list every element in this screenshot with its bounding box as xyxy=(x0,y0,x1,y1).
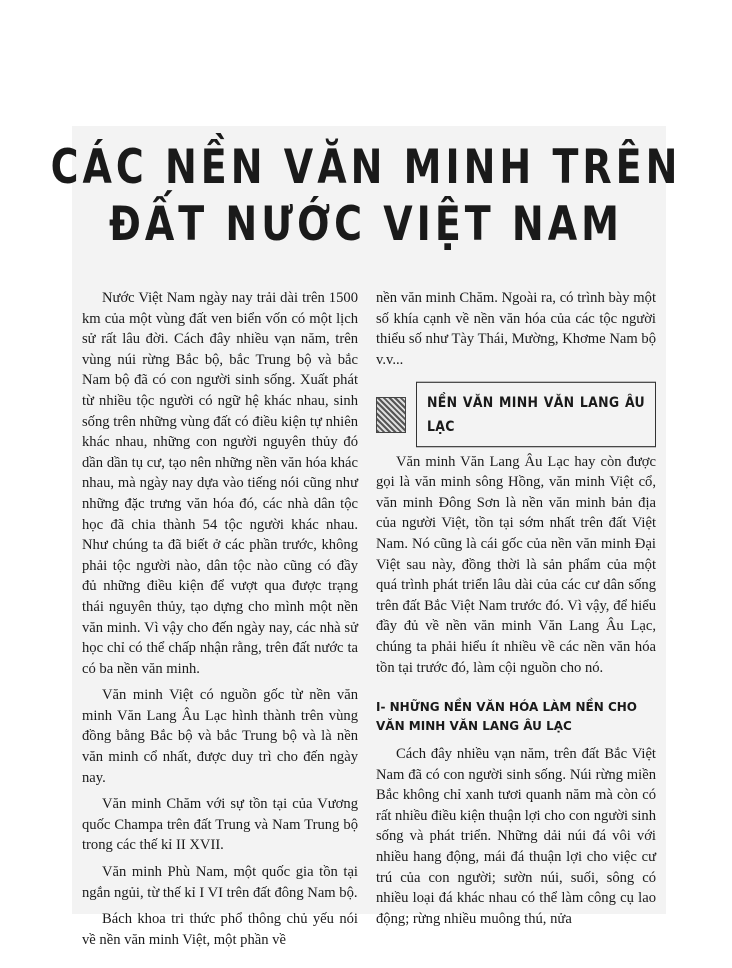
paragraph: Văn minh Phù Nam, một quốc gia tồn tại ngắn ngủi, từ thế kỉ I VI trên đất đông Nam bộ. xyxy=(82,864,358,901)
paragraph: Bách khoa tri thức phổ thông chủ yếu nói về nền văn minh Việt, một phần về xyxy=(82,911,358,948)
ornament-icon xyxy=(376,397,406,433)
paragraph: Văn minh Văn Lang Âu Lạc hay còn được gọi là văn minh sông Hồng, văn minh Việt cổ, văn minh Đông Sơn là nền văn minh bản địa của người Việt, tồn tại sớm nhất trên đất Việt Nam. Nó cũng là cái gốc của nền văn minh Đại Việt sau này, đồng thời là sản phẩm của một quá trình phát triển lâu dài của các cư dân sống trên đất Bắc Việt Nam trước đó. Vì vậy, để hiểu đầy đủ về nền văn minh Văn Lang Âu Lạc, chúng ta phải hiểu ít nhiều về các nền văn hóa tồn tại trước đó, làm cội nguồn cho nó. xyxy=(376,453,656,676)
chapter-title-line-1: CÁC NỀN VĂN MINH TRÊN xyxy=(50,139,682,194)
paragraph: Nước Việt Nam ngày nay trải dài trên 1500 km của một vùng đất ven biển vốn có một lịch sử rất lâu đời. Cách đây nhiều vạn năm, trên vùng núi rừng Bắc bộ, bắc Trung bộ và bắc Nam bộ đã có con người sinh sống. Xuất phát từ nhiều tộc người có ngữ hệ khác nhau, sinh sống trên những vùng đất có điều kiện tự nhiên khác nhau, những con người nguyên thủy đó dần dần tụ cư, tạo nên những nền văn hóa khác nhau, mà ngày nay dựa vào tiếng nói cũng như những đặc trưng văn hóa đó, các nhà dân tộc học đã chia thành 54 tộc người khác nhau. Như chúng ta đã biết ở các phần trước, không phải tộc người nào, dân tộc nào cũng có đầy đủ những điều kiện để vượt qua được trạng thái nguyên thủy, tạo dựng cho mình một nền văn minh. Vì vậy cho đến ngày nay, các nhà sử học chỉ có thể chấp nhận rằng, trên đất nước ta có ba nền văn minh. xyxy=(82,290,358,677)
chapter-title-line-2: ĐẤT NƯỚC VIỆT NAM xyxy=(109,196,623,251)
left-column xyxy=(82,288,358,956)
paragraph-continuation: nền văn minh Chăm. Ngoài ra, có trình bày một số khía cạnh về nền văn hóa của các tộc người thiểu số như Tày Thái, Mường, Khơme Nam bộ v.v... xyxy=(376,290,656,368)
section-title: NỀN VĂN MINH VĂN LANG ÂU LẠC xyxy=(416,382,656,448)
subsection-title: I- NHỮNG NỀN VĂN HÓA LÀM NỀN CHO VĂN MINH VĂN LANG ÂU LẠC xyxy=(376,700,638,734)
paragraph: Văn minh Chăm với sự tồn tại của Vương quốc Champa trên đất Trung và Nam Trung bộ trong các thế kỉ II XVII. xyxy=(82,796,358,854)
section-header xyxy=(376,386,656,443)
right-column xyxy=(376,288,656,935)
paragraph: Văn minh Việt có nguồn gốc từ nền văn minh Văn Lang Âu Lạc hình thành trên vùng đồng bằng Bắc bộ và bắc Trung bộ và là nền văn minh cổ nhất, được duy trì cho đến ngày nay. xyxy=(82,687,358,786)
paragraph: Cách đây nhiều vạn năm, trên đất Bắc Việt Nam đã có con người sinh sống. Núi rừng miền Bắc không chỉ xanh tươi quanh năm mà còn có rất nhiều điều kiện thuận lợi cho con người sinh sống và phát triển. Những dải núi đá vôi với nhiều hang động, mái đá thuận lợi cho việc cư trú của con người; sườn núi, suối, sông có nhiều loại đá khác nhau có thể làm công cụ lao động; rừng nhiều muông thú, nửa xyxy=(376,746,656,927)
